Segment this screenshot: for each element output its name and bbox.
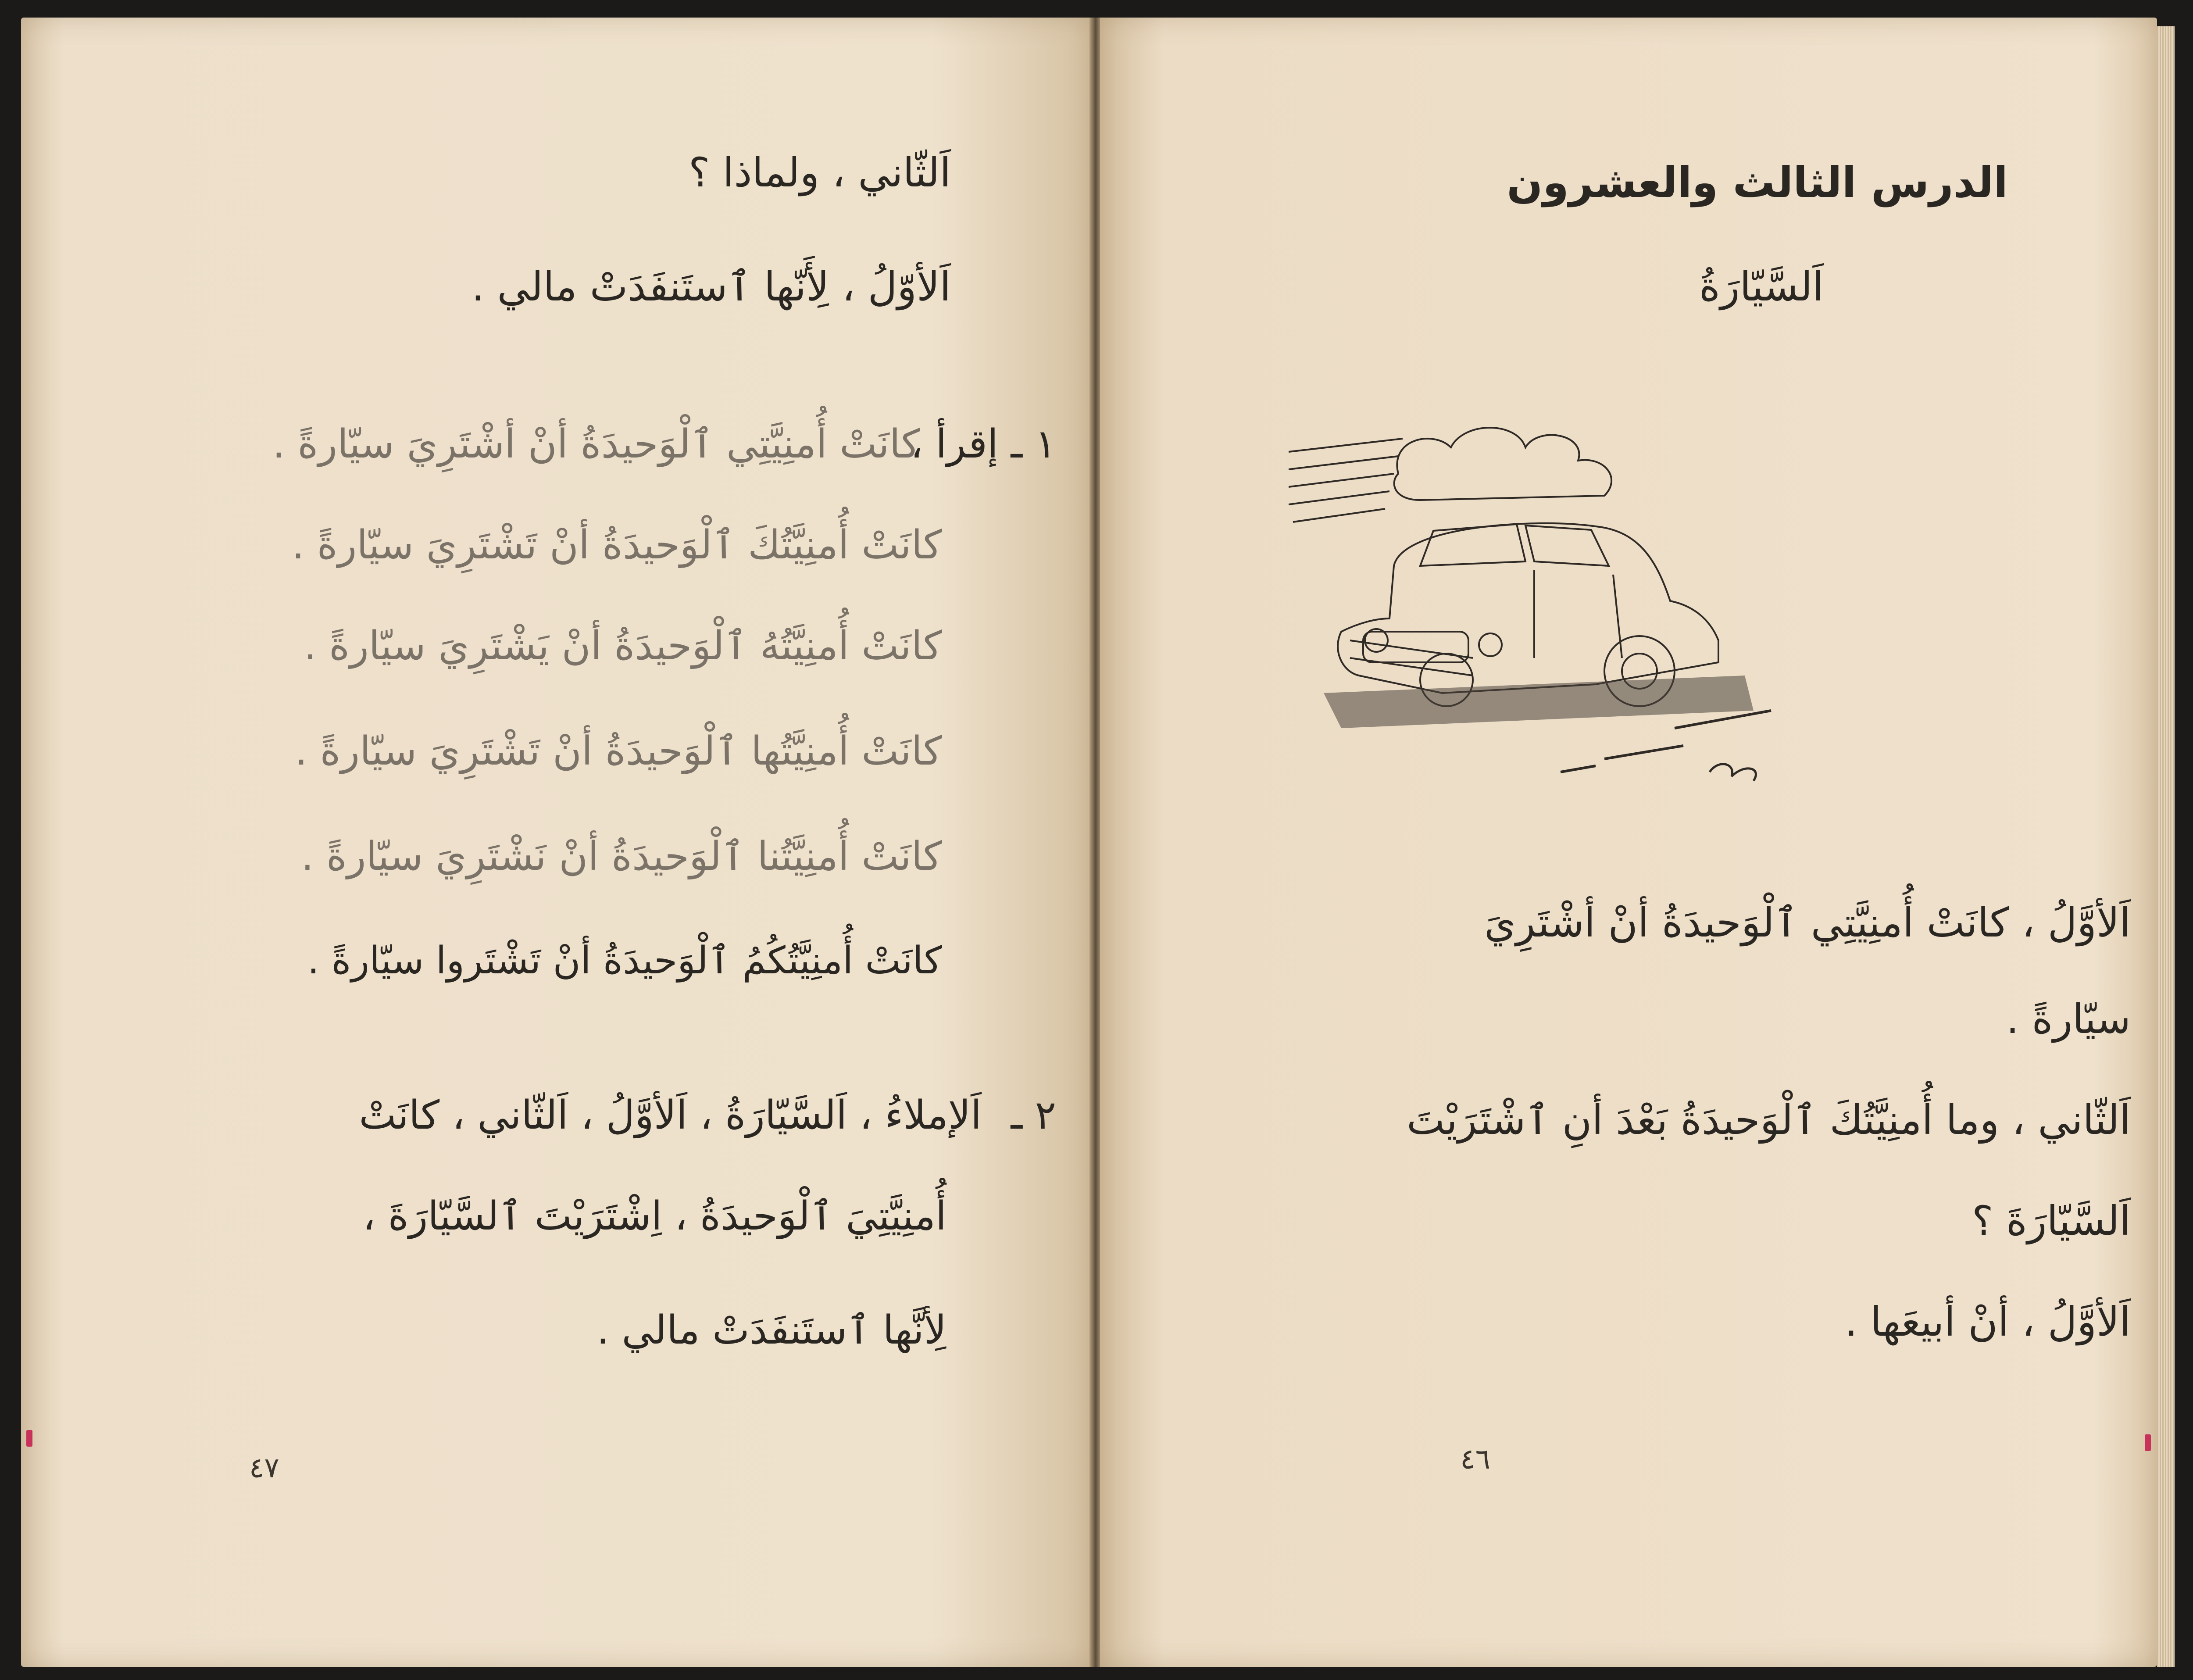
exercise2-line-1: اَلإملاءُ ، اَلسَّيّارَةُ ، اَلأوَّلُ ، اَلثّاني ، كانَتْ bbox=[359, 1092, 982, 1138]
left-page bbox=[21, 18, 1091, 1667]
car-illustration bbox=[1289, 412, 1793, 790]
page-number-left: ٤٧ bbox=[249, 1452, 279, 1484]
left-dialog-line-2: اَلأوّلُ ، لِأَنّها ٱستَنفَدَتْ مالي . bbox=[471, 263, 951, 310]
right-page bbox=[1100, 18, 2157, 1667]
page-edge-mark-left bbox=[26, 1430, 32, 1447]
exercise1-label: ١ ـ إقرأ ، bbox=[910, 421, 1056, 467]
right-dialog-line-5: اَلأوَّلُ ، أنْ أبيعَها . bbox=[1844, 1298, 2131, 1345]
page-number-right: ٤٦ bbox=[1460, 1443, 1490, 1476]
lesson-subtitle: اَلسَّيّارَةُ bbox=[1699, 263, 1824, 310]
book-spread bbox=[21, 18, 2157, 1667]
left-dialog-line-1: اَلثّاني ، ولماذا ؟ bbox=[688, 149, 951, 196]
exercise1-line-4: كانَتْ أُمنِيَّتُها ٱلْوَحيدَةُ أنْ تَشْتَرِيَ سيّارةً . bbox=[295, 728, 942, 774]
exercise2-line-2: أُمنِيَّتِيَ ٱلْوَحيدَةُ ، اِشْتَرَيْتَ ٱلسَّيّارَةَ ، bbox=[363, 1193, 946, 1239]
right-dialog-line-3: اَلثّاني ، وما أُمنِيَّتُكَ ٱلْوَحيدَةُ بَعْدَ أنِ ٱشْتَرَيْتَ bbox=[1407, 1097, 2131, 1144]
exercise1-line-1: كانَتْ أُمنِيَّتِي ٱلْوَحيدَةُ أنْ أشْتَرِيَ سيّارةً . bbox=[272, 421, 920, 467]
exercise2-line-3: لِأنَّها ٱستَنفَدَتْ مالي . bbox=[596, 1307, 946, 1353]
page-edges bbox=[2157, 26, 2175, 1667]
exercise1-line-3: كانَتْ أُمنِيَّتُهُ ٱلْوَحيدَةُ أنْ يَشْتَرِيَ سيّارةً . bbox=[304, 623, 942, 669]
right-dialog-line-1: اَلأوَّلُ ، كانَتْ أُمنِيَّتِي ٱلْوَحيدَةُ أنْ أشْتَرِيَ bbox=[1484, 899, 2131, 946]
right-dialog-line-2: سيّارةً . bbox=[2006, 996, 2131, 1043]
exercise1-line-6: كانَتْ أُمنِيَّتُكُمُ ٱلْوَحيدَةُ أنْ تَشْتَروا سيّارةً . bbox=[307, 939, 942, 983]
lesson-title: الدرس الثالث والعشرون bbox=[1507, 158, 2008, 207]
right-dialog-line-4: اَلسَّيّارَةَ ؟ bbox=[1972, 1197, 2131, 1244]
exercise1-line-5: كانَتْ أُمنِيَّتُنا ٱلْوَحيدَةُ أنْ نَشْتَرِيَ سيّارةً . bbox=[301, 833, 942, 879]
page-edge-mark-right bbox=[2145, 1434, 2151, 1451]
exercise1-line-2: كانَتْ أُمنِيَّتُكَ ٱلْوَحيدَةُ أنْ تَشْتَرِيَ سيّارةً . bbox=[292, 522, 942, 568]
exercise2-label: ٢ ـ bbox=[1011, 1092, 1056, 1138]
